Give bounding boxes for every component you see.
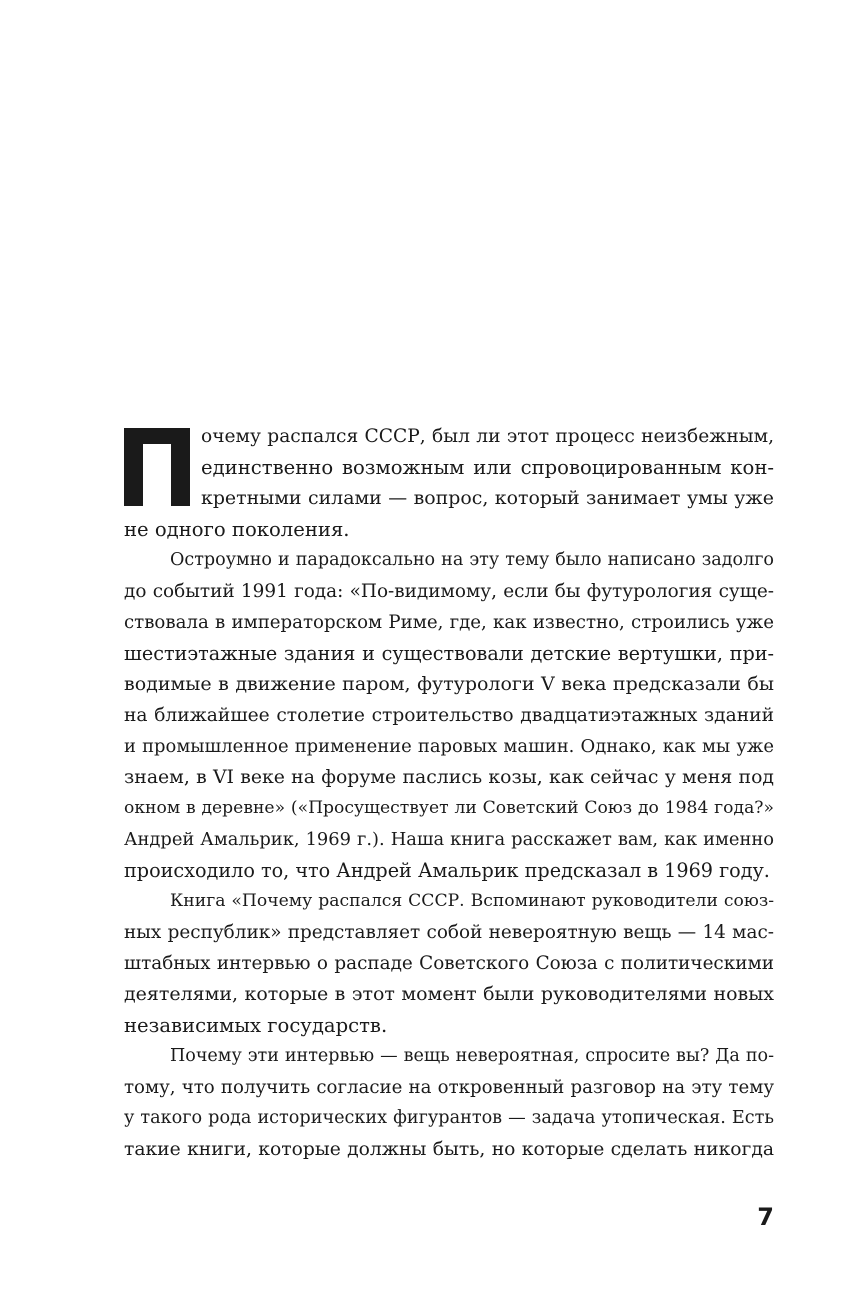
text-line: происходило то, что Андрей Амальрик предсказал в 1969 году. <box>124 859 770 882</box>
text-line: единственно возможным или спровоцированным кон- <box>201 456 774 479</box>
text-line: у такого рода исторических фигурантов — задача утопическая. Есть <box>124 1108 774 1128</box>
text-line: ных республик» представляет собой невероятную вещь — 14 мас- <box>124 922 774 943</box>
text-line: знаем, в VI веке на форуме паслись козы, как сейчас у меня под <box>124 767 774 788</box>
text-line: тому, что получить согласие на откровенный разговор на эту тему <box>124 1077 774 1098</box>
text-line: Остроумно и парадоксально на эту тему было написано задолго <box>170 550 774 570</box>
page-number: 7 <box>757 1203 774 1231</box>
body-text <box>124 421 774 1165</box>
text-line: до событий 1991 года: «По-видимому, если бы футурология суще- <box>124 581 774 602</box>
text-line: Почему эти интервью — вещь невероятная, спросите вы? Да по- <box>170 1046 774 1066</box>
text-line: кретными силами — вопрос, который занимает умы уже <box>201 487 774 509</box>
text-line: водимые в движение паром, футурологи V века предсказали бы <box>124 673 774 695</box>
text-line: ствовала в императорском Риме, где, как известно, строились уже <box>124 612 774 633</box>
text-line: шестиэтажные здания и существовали детские вертушки, при- <box>124 642 774 665</box>
text-line: окном в деревне» («Просуществует ли Советский Союз до 1984 года?» <box>124 798 774 818</box>
text-line: и промышленное применение паровых машин. Однако, как мы уже <box>124 736 774 757</box>
text-line: деятелями, которые в этот момент были руководителями новых <box>124 983 774 1005</box>
text-line: не одного поколения. <box>124 518 350 541</box>
text-line: штабных интервью о распаде Советского Союза с политическими <box>124 953 774 974</box>
text-line: Книга «Почему распался СССР. Вспоминают руководители союз- <box>170 891 774 911</box>
text-line: такие книги, которые должны быть, но которые сделать никогда <box>124 1139 774 1160</box>
text-line: независимых государств. <box>124 1014 388 1037</box>
text-line: на ближайшее столетие строительство двадцатиэтажных зданий <box>124 705 774 726</box>
text-line: Андрей Амальрик, 1969 г.). Наша книга расскажет вам, как именно <box>124 829 774 850</box>
text-line: очему распался СССР, был ли этот процесс неизбежным, <box>201 426 774 447</box>
